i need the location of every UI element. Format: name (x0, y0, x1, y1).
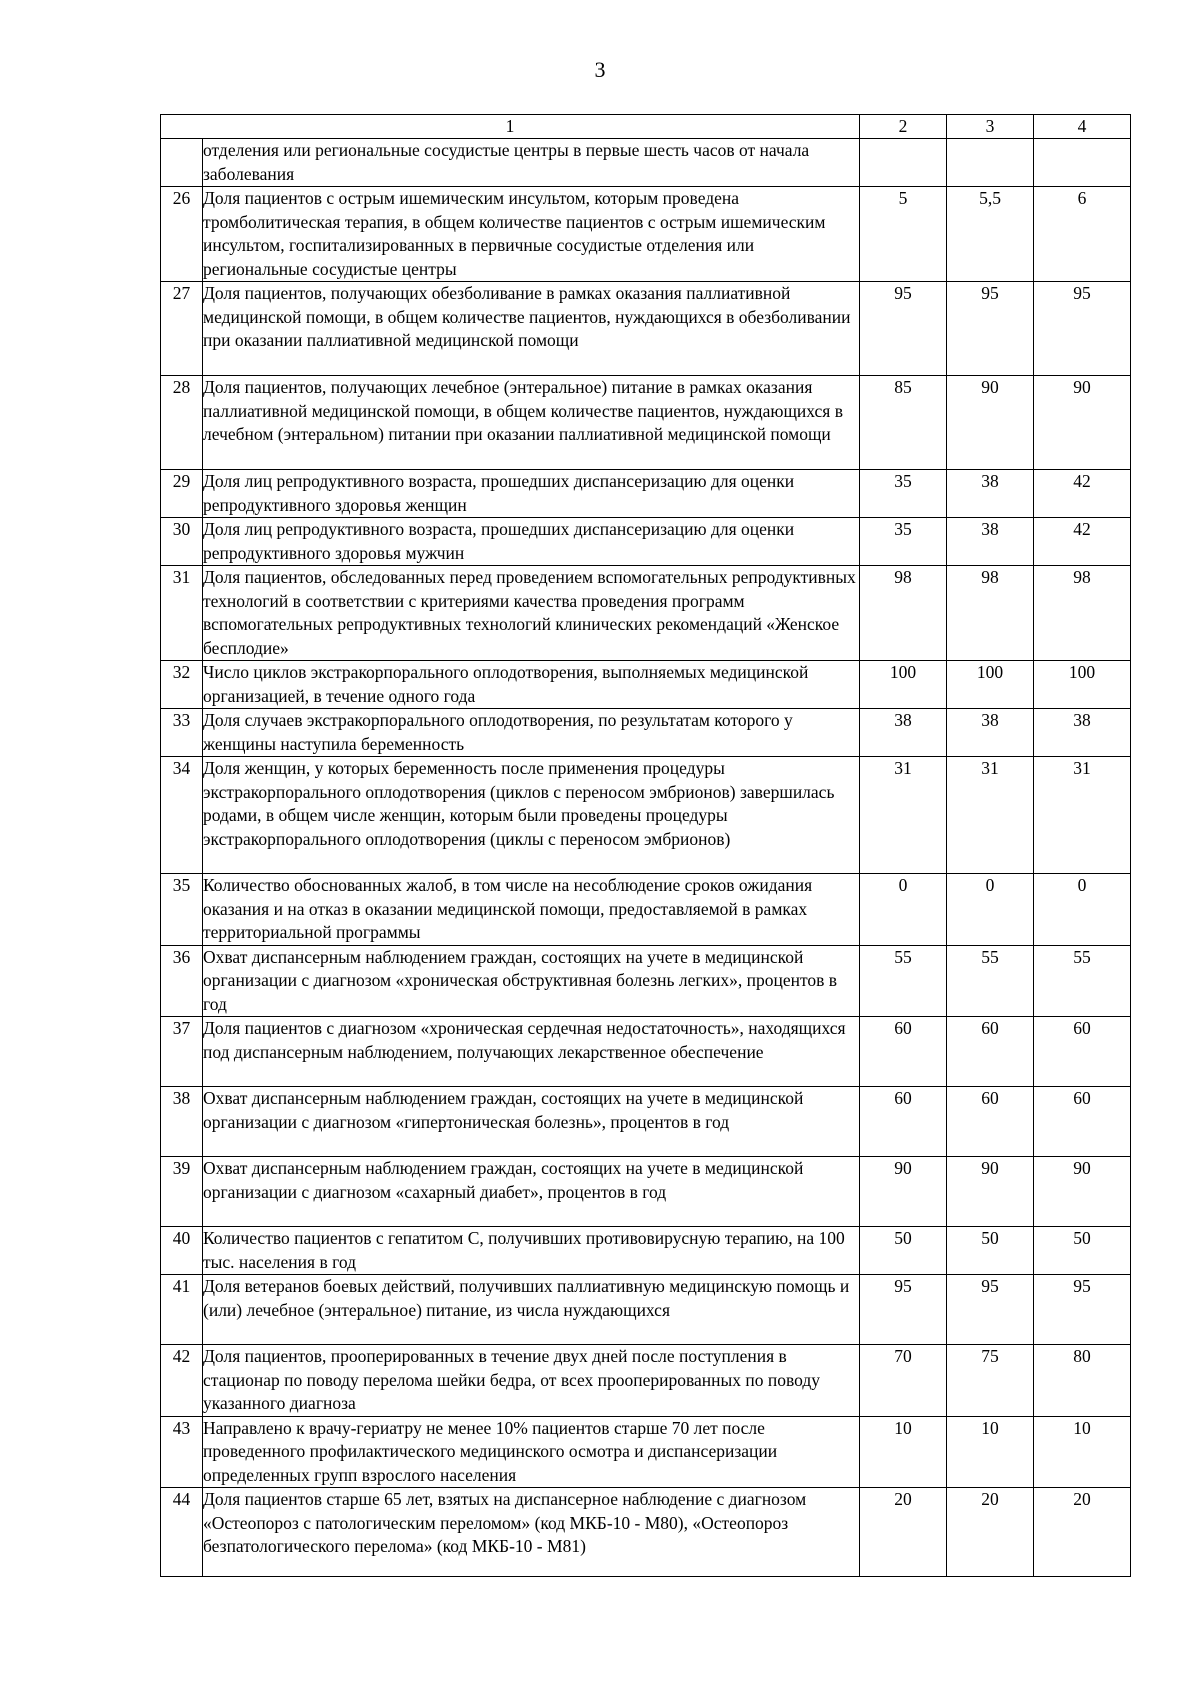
row-number: 29 (161, 470, 203, 518)
row-value-col-2: 55 (860, 945, 947, 1017)
row-indicator-text: Доля случаев экстракорпорального оплодотворения, по результатам которого у женщины наступила беременность (203, 709, 860, 757)
row-value-col-4: 50 (1034, 1227, 1131, 1275)
row-value-col-2 (860, 139, 947, 187)
row-value-col-2: 10 (860, 1416, 947, 1488)
table-row (161, 757, 1131, 874)
row-value-col-4: 100 (1034, 661, 1131, 709)
row-number: 35 (161, 874, 203, 946)
row-value-col-3: 90 (947, 376, 1034, 470)
row-value-col-2: 60 (860, 1087, 947, 1157)
table-row (161, 1488, 1131, 1577)
row-indicator-text: Доля лиц репродуктивного возраста, прошедших диспансеризацию для оценки репродуктивного здоровья женщин (203, 470, 860, 518)
row-value-col-4: 55 (1034, 945, 1131, 1017)
row-value-col-4: 60 (1034, 1017, 1131, 1087)
row-value-col-2: 95 (860, 282, 947, 376)
row-value-col-3: 0 (947, 874, 1034, 946)
row-indicator-text: Число циклов экстракорпорального оплодотворения, выполняемых медицинской организацией, в течение одного года (203, 661, 860, 709)
row-value-col-4: 20 (1034, 1488, 1131, 1577)
header-col-1: 1 (161, 115, 860, 139)
header-col-4: 4 (1034, 115, 1131, 139)
row-value-col-3: 20 (947, 1488, 1034, 1577)
row-value-col-2: 98 (860, 566, 947, 661)
row-number: 28 (161, 376, 203, 470)
row-indicator-text: Доля пациентов с острым ишемическим инсультом, которым проведена тромболитическая терапия, в общем количестве пациентов с острым ишемическим инсультом, госпитализированных в первичные сосудистые отделения или региональные сосудистые центры (203, 187, 860, 282)
table-row (161, 1227, 1131, 1275)
row-value-col-4: 0 (1034, 874, 1131, 946)
table-row (161, 566, 1131, 661)
row-value-col-2: 100 (860, 661, 947, 709)
row-value-col-2: 95 (860, 1275, 947, 1345)
row-indicator-text: Количество пациентов с гепатитом С, получивших противовирусную терапию, на 100 тыс. населения в год (203, 1227, 860, 1275)
row-value-col-3: 100 (947, 661, 1034, 709)
row-value-col-3: 31 (947, 757, 1034, 874)
row-indicator-text: Направлено к врачу-гериатру не менее 10% пациентов старше 70 лет после проведенного профилактического медицинского осмотра и диспансеризации определенных групп взрослого населения (203, 1416, 860, 1488)
table-row (161, 1087, 1131, 1157)
header-col-3: 3 (947, 115, 1034, 139)
row-number: 44 (161, 1488, 203, 1577)
row-value-col-4: 90 (1034, 1157, 1131, 1227)
row-number: 27 (161, 282, 203, 376)
table-row (161, 1157, 1131, 1227)
row-value-col-2: 70 (860, 1345, 947, 1417)
row-value-col-3: 90 (947, 1157, 1034, 1227)
row-indicator-text: Охват диспансерным наблюдением граждан, состоящих на учете в медицинской организации с диагнозом «гипертоническая болезнь», процентов в год (203, 1087, 860, 1157)
row-value-col-2: 35 (860, 470, 947, 518)
row-value-col-3: 38 (947, 709, 1034, 757)
row-number: 32 (161, 661, 203, 709)
row-value-col-4: 90 (1034, 376, 1131, 470)
row-value-col-4: 95 (1034, 282, 1131, 376)
table-row (161, 187, 1131, 282)
row-value-col-2: 85 (860, 376, 947, 470)
row-number: 33 (161, 709, 203, 757)
row-value-col-4: 42 (1034, 470, 1131, 518)
row-value-col-3: 38 (947, 470, 1034, 518)
row-indicator-text: Доля пациентов, получающих обезболивание в рамках оказания паллиативной медицинской помощи, в общем количестве пациентов, нуждающихся в обезболивании при оказании паллиативной медицинской помощи (203, 282, 860, 376)
row-value-col-4: 98 (1034, 566, 1131, 661)
row-value-col-3: 95 (947, 282, 1034, 376)
row-value-col-4: 80 (1034, 1345, 1131, 1417)
row-number (161, 139, 203, 187)
row-indicator-text: Доля лиц репродуктивного возраста, прошедших диспансеризацию для оценки репродуктивного здоровья мужчин (203, 518, 860, 566)
row-value-col-2: 50 (860, 1227, 947, 1275)
row-value-col-4 (1034, 139, 1131, 187)
row-number: 37 (161, 1017, 203, 1087)
table-row (161, 874, 1131, 946)
row-number: 26 (161, 187, 203, 282)
row-indicator-text: Доля пациентов, получающих лечебное (энтеральное) питание в рамках оказания паллиативной медицинской помощи, в общем количестве пациентов, нуждающихся в лечебном (энтеральном) питании при оказании паллиативной медицинской помощи (203, 376, 860, 470)
row-number: 42 (161, 1345, 203, 1417)
row-value-col-2: 20 (860, 1488, 947, 1577)
row-value-col-3: 95 (947, 1275, 1034, 1345)
row-value-col-2: 5 (860, 187, 947, 282)
row-number: 38 (161, 1087, 203, 1157)
row-value-col-3: 10 (947, 1416, 1034, 1488)
row-value-col-2: 31 (860, 757, 947, 874)
row-value-col-2: 35 (860, 518, 947, 566)
row-value-col-2: 90 (860, 1157, 947, 1227)
table-row (161, 376, 1131, 470)
table-row (161, 945, 1131, 1017)
row-number: 41 (161, 1275, 203, 1345)
table-header-row (161, 115, 1131, 139)
row-value-col-3: 5,5 (947, 187, 1034, 282)
row-value-col-4: 42 (1034, 518, 1131, 566)
row-indicator-text: Доля пациентов, прооперированных в течение двух дней после поступления в стационар по поводу перелома шейки бедра, от всех прооперированных по поводу указанного диагноза (203, 1345, 860, 1417)
row-value-col-3: 50 (947, 1227, 1034, 1275)
row-number: 30 (161, 518, 203, 566)
indicators-table (160, 114, 1131, 1577)
row-value-col-3 (947, 139, 1034, 187)
row-value-col-4: 95 (1034, 1275, 1131, 1345)
row-number: 43 (161, 1416, 203, 1488)
row-value-col-3: 75 (947, 1345, 1034, 1417)
table-row (161, 1275, 1131, 1345)
header-col-2: 2 (860, 115, 947, 139)
row-value-col-4: 10 (1034, 1416, 1131, 1488)
row-indicator-text: Доля пациентов старше 65 лет, взятых на диспансерное наблюдение с диагнозом «Остеопороз с патологическим переломом» (код МКБ-10 - M80), «Остеопороз безпатологического перелома» (код МКБ-10 - M81) (203, 1488, 860, 1577)
table-row (161, 470, 1131, 518)
row-number: 31 (161, 566, 203, 661)
row-number: 36 (161, 945, 203, 1017)
row-indicator-text: Охват диспансерным наблюдением граждан, состоящих на учете в медицинской организации с диагнозом «хроническая обструктивная болезнь легких», процентов в год (203, 945, 860, 1017)
row-indicator-text: отделения или региональные сосудистые центры в первые шесть часов от начала заболевания (203, 139, 860, 187)
row-value-col-2: 60 (860, 1017, 947, 1087)
row-indicator-text: Доля женщин, у которых беременность после применения процедуры экстракорпорального оплодотворения (циклов с переносом эмбрионов) завершилась родами, в общем числе женщин, которым были проведены процедуры экстракорпорального оплодотворения (циклы с переносом эмбрионов) (203, 757, 860, 874)
row-indicator-text: Доля пациентов с диагнозом «хроническая сердечная недостаточность», находящихся под диспансерным наблюдением, получающих лекарственное обеспечение (203, 1017, 860, 1087)
table-row (161, 661, 1131, 709)
row-number: 39 (161, 1157, 203, 1227)
table-row (161, 1416, 1131, 1488)
row-number: 40 (161, 1227, 203, 1275)
row-indicator-text: Доля пациентов, обследованных перед проведением вспомогательных репродуктивных технологий в соответствии с критериями качества проведения программ вспомогательных репродуктивных технологий клинических рекомендаций «Женское бесплодие» (203, 566, 860, 661)
row-indicator-text: Охват диспансерным наблюдением граждан, состоящих на учете в медицинской организации с диагнозом «сахарный диабет», процентов в год (203, 1157, 860, 1227)
table-row (161, 518, 1131, 566)
table-row (161, 1345, 1131, 1417)
table-row (161, 139, 1131, 187)
row-value-col-3: 60 (947, 1017, 1034, 1087)
row-value-col-3: 98 (947, 566, 1034, 661)
row-value-col-3: 38 (947, 518, 1034, 566)
row-value-col-3: 60 (947, 1087, 1034, 1157)
row-value-col-2: 38 (860, 709, 947, 757)
row-value-col-4: 60 (1034, 1087, 1131, 1157)
page-number: 3 (594, 57, 606, 82)
row-value-col-4: 6 (1034, 187, 1131, 282)
row-value-col-4: 31 (1034, 757, 1131, 874)
row-indicator-text: Доля ветеранов боевых действий, получивших паллиативную медицинскую помощь и (или) лечебное (энтеральное) питание, из числа нуждающихся (203, 1275, 860, 1345)
table-row (161, 282, 1131, 376)
row-number: 34 (161, 757, 203, 874)
row-value-col-4: 38 (1034, 709, 1131, 757)
table-row (161, 709, 1131, 757)
table-row (161, 1017, 1131, 1087)
row-value-col-3: 55 (947, 945, 1034, 1017)
row-value-col-2: 0 (860, 874, 947, 946)
row-indicator-text: Количество обоснованных жалоб, в том числе на несоблюдение сроков ожидания оказания и на отказ в оказании медицинской помощи, предоставляемой в рамках территориальной программы (203, 874, 860, 946)
